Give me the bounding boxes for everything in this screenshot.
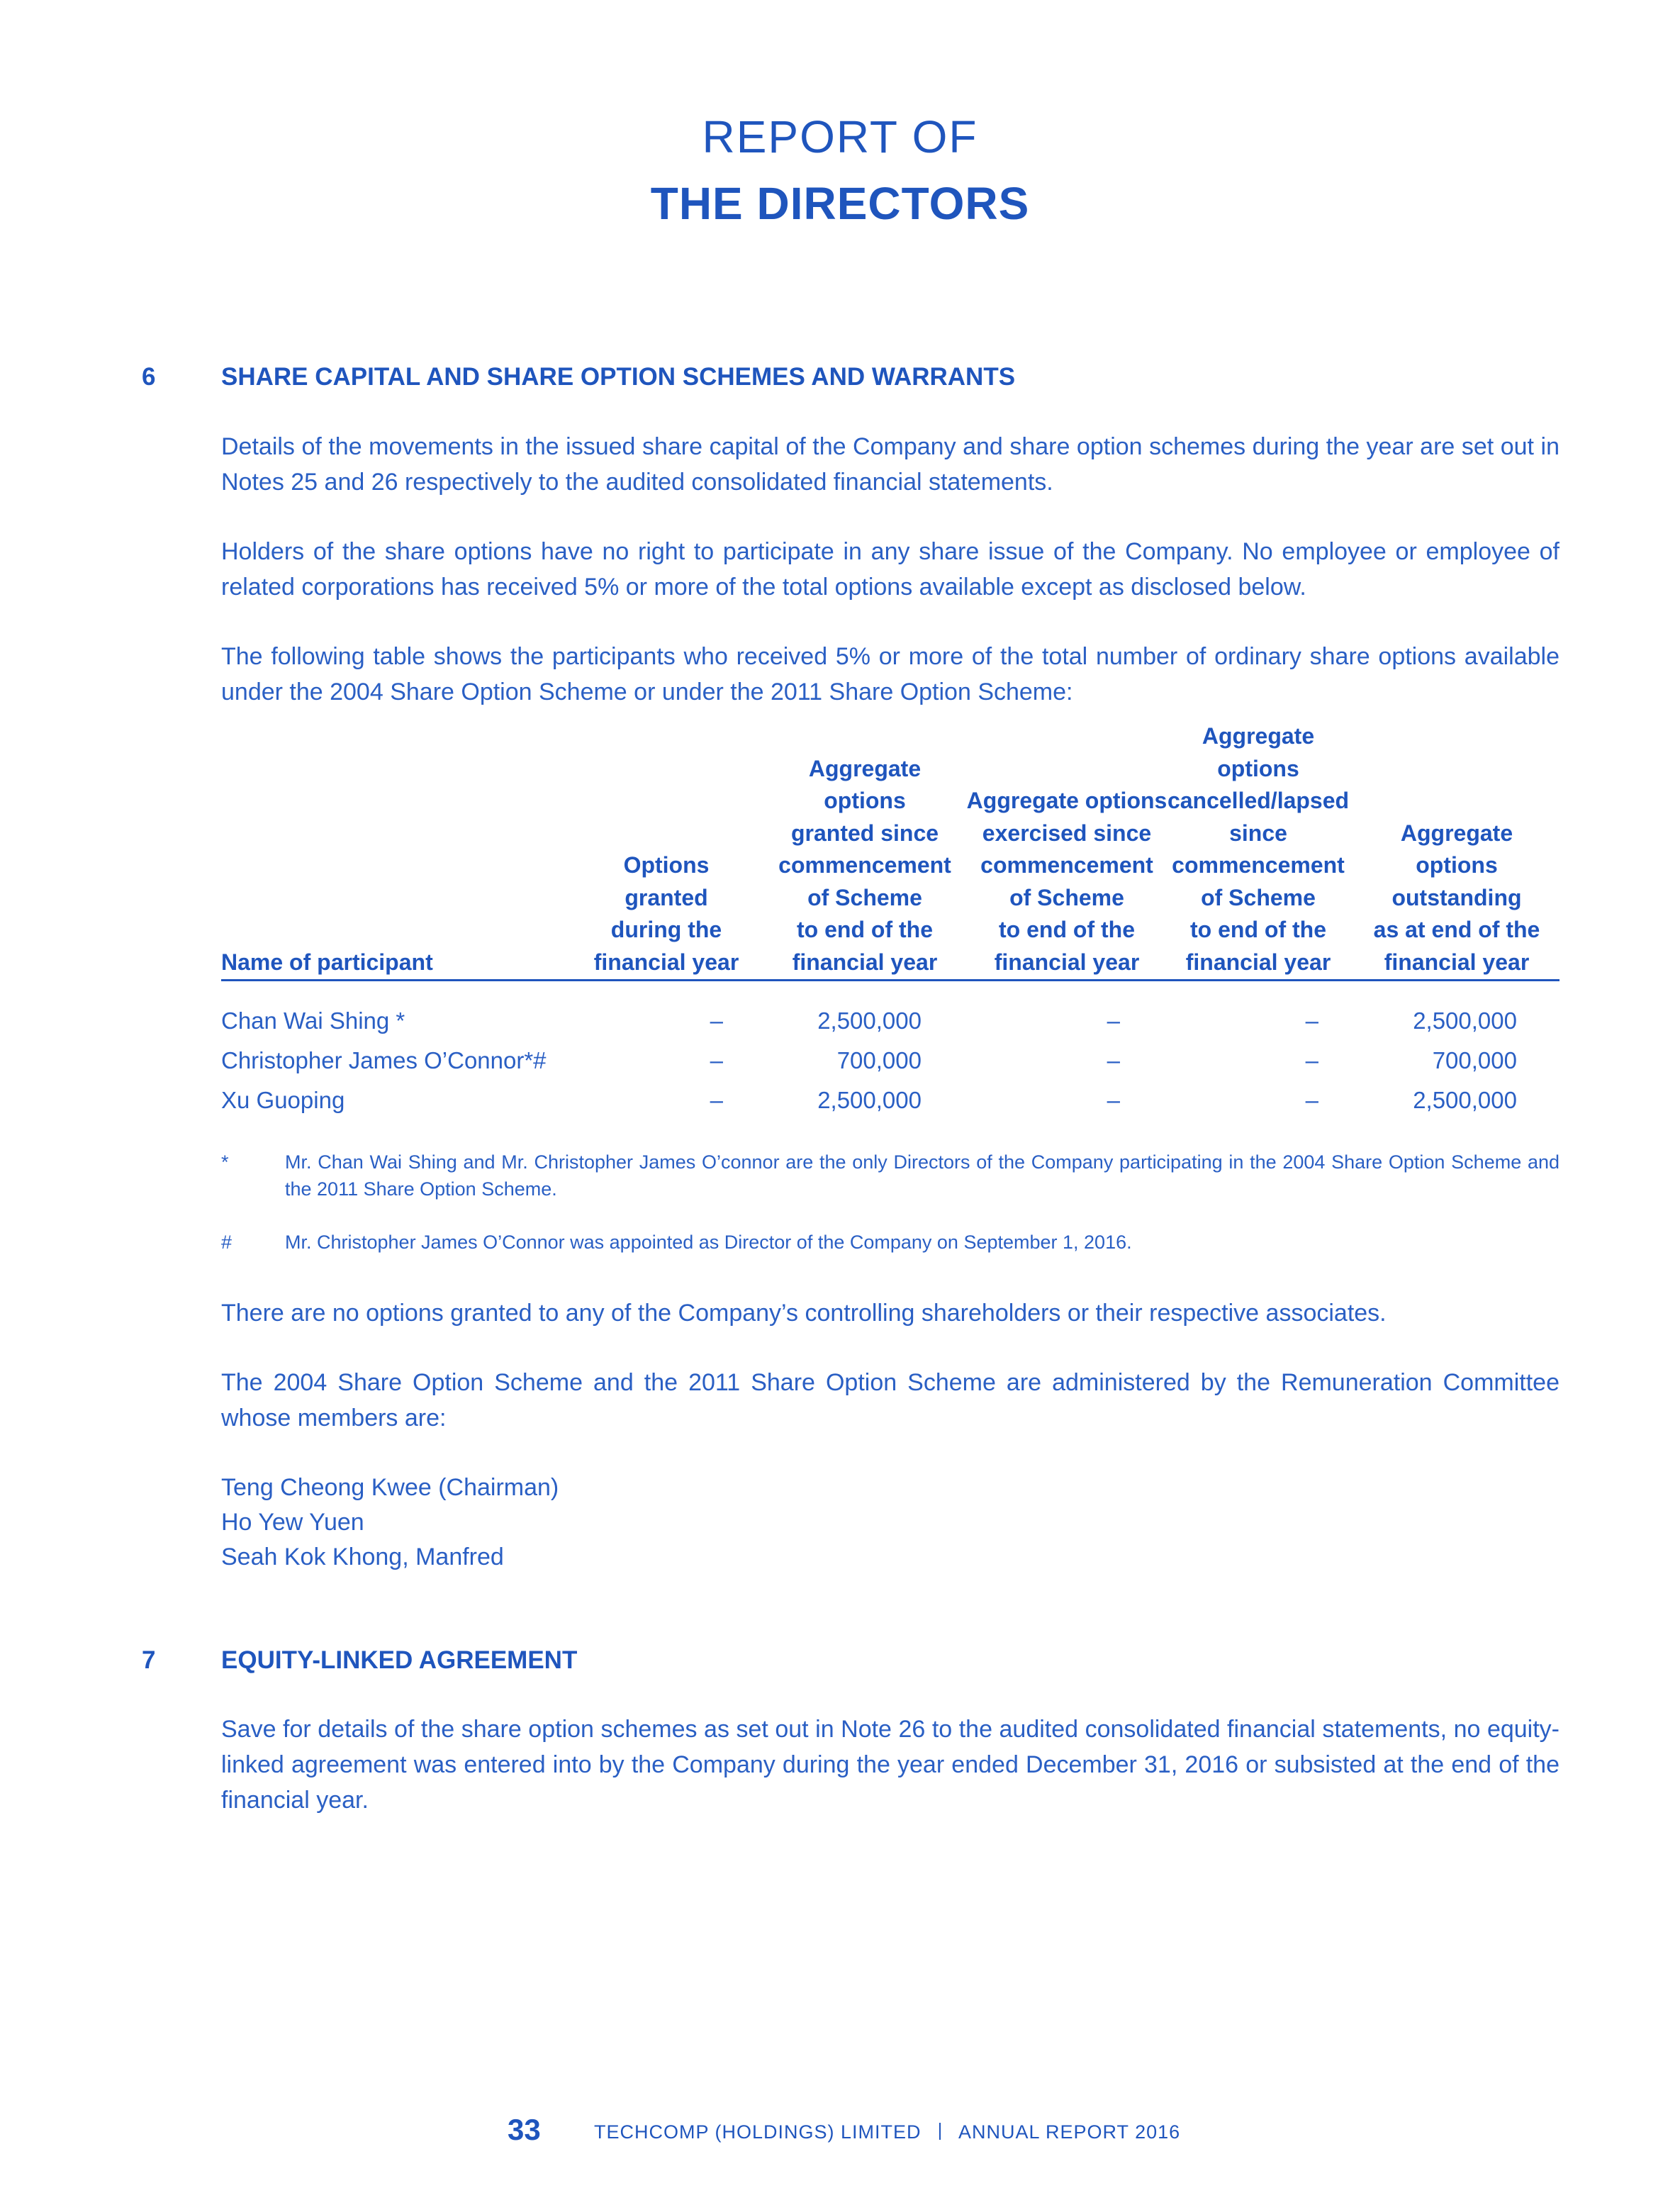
table-header — [0, 723, 1680, 978]
section-7-paragraph: Save for details of the share option schemes as set out in Note 26 to the audited consolidated financial statements, no equity-linked agreement was entered into by the Company during the year ended December 31, 2016 or subsisted at the end of the financial year. — [221, 1716, 1559, 1814]
footnote-asterisk-text: Mr. Chan Wai Shing and Mr. Christopher James O’connor are the only Directors of the Company participating in the 2004 Share Option Scheme and the 2011 Share Option Scheme. — [285, 1151, 1559, 1200]
table-row — [0, 1003, 1680, 1039]
participant-name: Xu Guoping — [221, 1087, 345, 1113]
aggregate-outstanding-value: 2,500,000 — [1413, 1008, 1517, 1034]
table-header-rule — [221, 979, 1559, 981]
header-title-line2: THE DIRECTORS — [650, 178, 1030, 229]
aggregate-exercised-value: – — [1107, 1087, 1120, 1113]
options-granted-value: – — [710, 1008, 723, 1034]
aggregate-exercised-value: – — [1107, 1008, 1120, 1034]
table-row — [0, 1083, 1680, 1118]
column-header-aggregate-cancelled: Aggregate options cancelled/lapsed since commencement of Scheme to end of the financial year — [1167, 723, 1350, 975]
section-7-title: EQUITY-LINKED AGREEMENT — [221, 1646, 578, 1674]
committee-member: Seah Kok Khong, Manfred — [221, 1544, 504, 1570]
committee-member: Ho Yew Yuen — [221, 1509, 364, 1536]
page-number: 33 — [508, 2113, 541, 2146]
footnote-hash-text: Mr. Christopher James O’Connor was appointed as Director of the Company on September 1, 2016. — [285, 1232, 1132, 1253]
section-6-paragraph-2: Holders of the share options have no right to participate in any share issue of the Company. No employee or employee of related corporations has received 5% or more of the total options available except as disclosed below. — [221, 538, 1559, 601]
section-6-title: SHARE CAPITAL AND SHARE OPTION SCHEMES AND WARRANTS — [221, 363, 1016, 391]
table-row — [0, 1043, 1680, 1078]
column-header-aggregate-exercised: Aggregate options exercised since commencement of Scheme to end of the financial year — [966, 788, 1167, 975]
footnote-mark-asterisk: * — [221, 1151, 229, 1173]
aggregate-cancelled-value: – — [1305, 1087, 1318, 1113]
remuneration-committee-paragraph: The 2004 Share Option Scheme and the 2011 Share Option Scheme are administered by the Remuneration Committee whose members are: — [221, 1369, 1559, 1431]
section-6-paragraph-3: The following table shows the participants who received 5% or more of the total number of ordinary share options available under the 2004 Share Option Scheme or under the 2011 Share Option Scheme: — [221, 643, 1559, 705]
aggregate-cancelled-value: – — [1305, 1008, 1318, 1034]
aggregate-granted-value: 700,000 — [836, 1047, 922, 1073]
participant-name: Chan Wai Shing * — [221, 1008, 405, 1034]
column-header-options-granted: Options granted during the financial year — [593, 852, 739, 975]
column-header-name: Name of participant — [221, 949, 433, 975]
footer-company-name: TECHCOMP (HOLDINGS) LIMITED — [594, 2121, 922, 2143]
aggregate-outstanding-value: 700,000 — [1432, 1047, 1517, 1073]
aggregate-granted-value: 2,500,000 — [817, 1087, 922, 1113]
column-header-aggregate-outstanding: Aggregate options outstanding as at end of the financial year — [1373, 820, 1540, 975]
options-granted-value: – — [710, 1087, 723, 1113]
aggregate-outstanding-value: 2,500,000 — [1413, 1087, 1517, 1113]
footnote-mark-hash: # — [221, 1232, 233, 1253]
footer-report-title: ANNUAL REPORT 2016 — [958, 2121, 1181, 2143]
section-6-paragraph-1: Details of the movements in the issued share capital of the Company and share option schemes during the year are set out in Notes 25 and 26 respectively to the audited consolidated financial statements. — [221, 433, 1559, 496]
options-granted-value: – — [710, 1047, 723, 1073]
aggregate-cancelled-value: – — [1305, 1047, 1318, 1073]
column-header-aggregate-granted: Aggregate options granted since commencement of Scheme to end of the financial year — [778, 755, 951, 975]
section-6-number: 6 — [142, 363, 156, 391]
committee-member: Teng Cheong Kwee (Chairman) — [221, 1474, 559, 1501]
footer-separator — [939, 2123, 941, 2140]
section-7-number: 7 — [142, 1646, 156, 1674]
aggregate-granted-value: 2,500,000 — [817, 1008, 922, 1034]
aggregate-exercised-value: – — [1107, 1047, 1120, 1073]
header-title-line1: REPORT OF — [702, 111, 978, 162]
participant-name: Christopher James O’Connor*# — [221, 1047, 547, 1073]
controlling-shareholders-paragraph: There are no options granted to any of the Company’s controlling shareholders or their respective associates. — [221, 1300, 1387, 1327]
page-footer — [0, 2113, 1680, 2155]
